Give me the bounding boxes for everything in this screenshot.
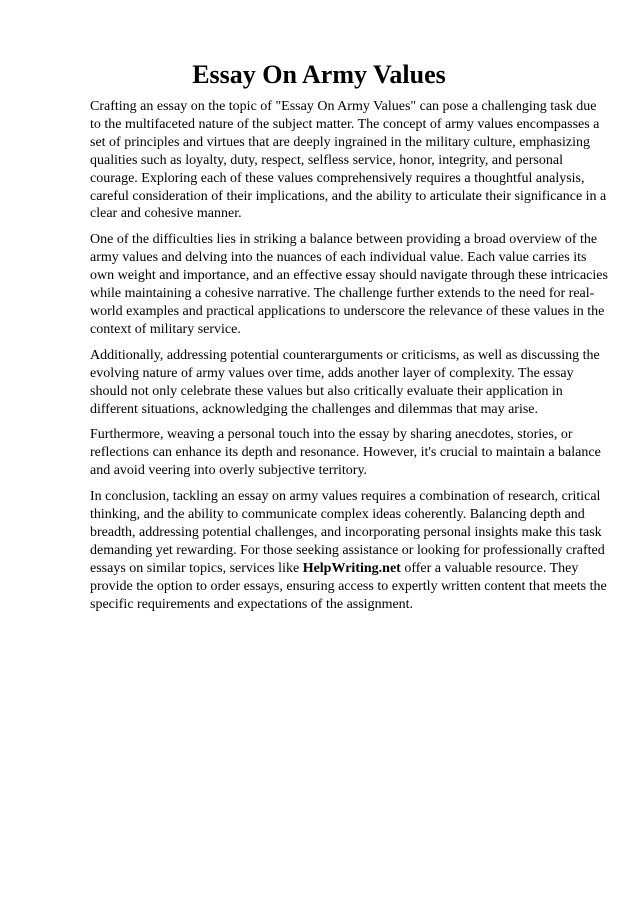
- paragraph-counterarguments: Additionally, addressing potential counterarguments or criticisms, as well as discussing the evolving nature of army values over time, adds another layer of complexity. The essay should not only celebrate these values but also critically evaluate their application in different situations, acknowledging the challenges and dilemmas that may arise.: [90, 347, 600, 417]
- helpwriting-link[interactable]: HelpWriting.net: [302, 560, 401, 576]
- paragraph-intro: Crafting an essay on the topic of "Essay On Army Values" can pose a challenging task due to the multifaceted nature of the subject matter. The concept of army values encompasses a set of principles and virtues that are deeply ingrained in the military culture, emphasizing qualities such as loyalty, duty, respect, selfless service, honor, integrity, and personal courage. Exploring each of these values comprehensively requires a thoughtful analysis, careful consideration of their implications, and the ability to articulate their significance in a clear and cohesive manner.: [90, 99, 607, 222]
- conclusion-text-before-link: In conclusion, tackling an essay on army values requires a combination of research, critical thinking, and the ability to communicate complex ideas coherently. Balancing depth and breadth, addressing potential challenges, and incorporating personal insights make this task demanding yet rewarding. For those seeking assistance or looking for professionally crafted essays on similar topics, services like: [90, 489, 605, 576]
- document-body: [90, 98, 610, 621]
- paragraph-difficulties: One of the difficulties lies in striking a balance between providing a broad overview of the army values and delving into the nuances of each individual value. Each value carries its own weight and importance, and an effective essay should navigate through these intricacies while maintaining a cohesive narrative. The challenge further extends to the need for real-world examples and practical applications to underscore the relevance of these values in the context of military service.: [90, 232, 608, 337]
- conclusion-text-after-link: offer a valuable resource. They provide the option to order essays, ensuring access to expertly written content that meets the specific requirements and expectations of the assignment.: [90, 560, 607, 612]
- page-title: Essay On Army Values: [192, 60, 446, 89]
- paragraph-conclusion: [90, 488, 610, 613]
- paragraph-personal-touch: Furthermore, weaving a personal touch into the essay by sharing anecdotes, stories, or reflections can enhance its depth and resonance. However, it's crucial to maintain a balance and avoid veering into overly subjective territory.: [90, 427, 601, 479]
